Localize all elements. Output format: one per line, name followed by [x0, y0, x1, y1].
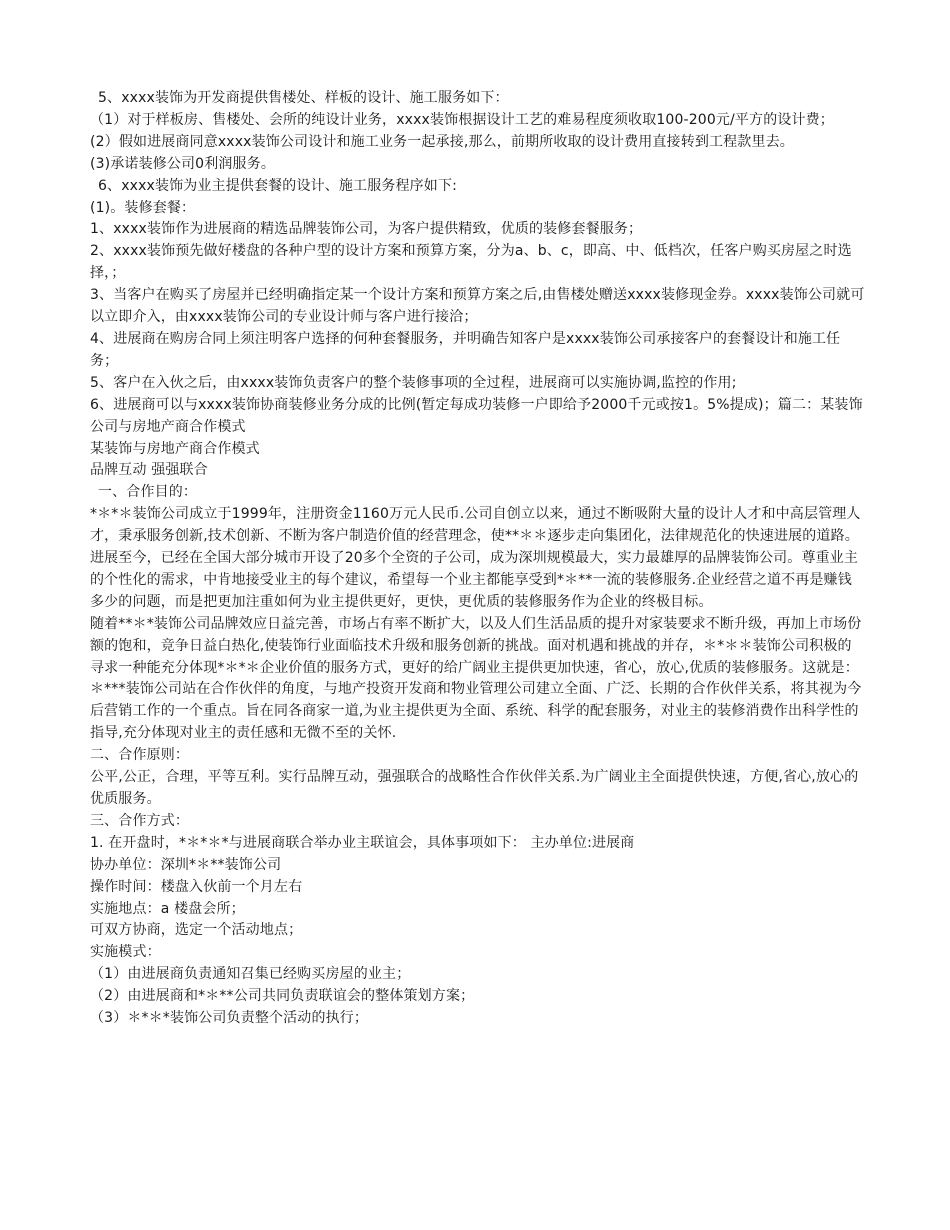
paragraph: （3）＊*＊*装饰公司负责整个活动的执行； [90, 1010, 369, 1027]
paragraph: (1)。装修套餐： [90, 199, 196, 216]
paragraph: （1）由进展商负责通知召集已经购买房屋的业主； [90, 966, 411, 983]
section-heading: 某装饰与房地产商合作模式 [90, 440, 260, 457]
paragraph: *＊*＊装饰公司成立于1999年，注册资金1160万元人民币.公司自创立以来，通过不断吸附大量的设计人才和中高层管理人才，秉承服务创新,技术创新、不断为客户制造价值的经营理念，使**＊＊逐步走向集团化，法律规范化的快速进展的道路。进展至今，已经在全国大部分城市开设了20多个全资的子公司，成为深圳规模最大，实力最雄厚的品牌装饰公司。尊重业主的个性化的需求，中肯地接受业主的每个建议，希望每一个业主都能享受到*＊**一流的装修服务.企业经营之道不再是赚钱多少的问题，而是把更加注重如何为业主提供更好，更快，更优质的装修服务作为企业的终极目标。 [90, 506, 861, 610]
paragraph: 4、进展商在购房合同上须注明客户选择的何种套餐服务，并明确告知客户是xxxx装饰公司承接客户的套餐设计和施工任务； [90, 330, 841, 369]
paragraph: （2）由进展商和*＊**公司共同负责联谊会的整体策划方案； [90, 988, 475, 1005]
document-page [90, 88, 865, 1030]
paragraph: 随着**＊*装饰公司品牌效应日益完善，市场占有率不断扩大，以及人们生活品质的提升对家装要求不断升级，再加上市场份额的饱和，竞争日益白热化,使装饰行业面临技术升级和服务创新的挑战。面对机遇和挑战的并存，＊*＊＊装饰公司积极的寻求一种能充分体现*＊*＊企业价值的服务方式，更好的给广阔业主提供更加快速，省心，放心,优质的装修服务。这就是：＊***装饰公司站在合作伙伴的角度，与地产投资开发商和物业管理公司建立全面、广泛、长期的合作伙伴关系，将其视为今后营销工作的一个重点。旨在同各商家一道,为业主提供更为全面、系统、科学的配套服务，对业主的装修消费作出科学性的指导,充分体现对业主的责任感和无微不至的关怀. [90, 615, 862, 742]
paragraph: 6、进展商可以与xxxx装饰协商装修业务分成的比例(暂定每成功装修一户即给予2000千元或按1。5%提成)；篇二：某装饰公司与房地产商合作模式 [90, 396, 863, 435]
paragraph: 协办单位：深圳*＊**装饰公司 [90, 856, 282, 873]
section-heading: 一、合作目的： [98, 484, 198, 501]
paragraph: 可双方协商，选定一个活动地点； [90, 922, 303, 939]
paragraph: 公平,公正，合理，平等互利。实行品牌互动，强强联合的战略性合作伙伴关系.为广阔业主全面提供快速，方便,省心,放心的优质服务。 [90, 769, 859, 807]
paragraph: 实施地点：a 楼盘会所； [90, 900, 245, 917]
paragraph: 1. 在开盘时，*＊*＊*与进展商联合举办业主联谊会，具体事项如下： 主办单位:进展商 [90, 834, 635, 851]
paragraph: 5、xxxx装饰为开发商提供售楼处、样板的设计、施工服务如下： [98, 90, 509, 106]
paragraph: (2）假如进展商同意xxxx装饰公司设计和施工业务一起承接,那么，前期所收取的设计费用直接转到工程款里去。 [90, 133, 794, 150]
section-subheading: 品牌互动 强强联合 [90, 462, 208, 479]
paragraph: （1）对于样板房、售楼处、会所的纯设计业务，xxxx装饰根据设计工艺的难易程度须收取100-200元/平方的设计费； [90, 111, 834, 128]
paragraph: (3)承诺装修公司0利润服务。 [90, 155, 275, 172]
paragraph: 实施模式： [90, 944, 161, 961]
paragraph: 5、客户在入伙之后，由xxxx装饰负责客户的整个装修事项的全过程，进展商可以实施协调,监控的作用; [90, 374, 737, 391]
paragraph: 操作时间：楼盘入伙前一个月左右 [90, 878, 303, 895]
paragraph: 1、xxxx装饰作为进展商的精选品牌装饰公司，为客户提供精致，优质的装修套餐服务； [90, 221, 643, 238]
section-heading: 三、合作方式： [90, 812, 190, 829]
paragraph: 6、xxxx装饰为业主提供套餐的设计、施工服务程序如下: [98, 177, 457, 194]
section-heading: 二、合作原则： [90, 747, 190, 764]
paragraph: 2、xxxx装饰预先做好楼盘的各种户型的设计方案和预算方案，分为a、b、c，即高、中、低档次，任客户购买房屋之时选择，； [90, 243, 852, 282]
paragraph: 3、当客户在购买了房屋并已经明确指定某一个设计方案和预算方案之后,由售楼处赠送xxxx装修现金券。xxxx装饰公司就可以立即介入，由xxxx装饰公司的专业设计师与客户进行接洽； [90, 287, 865, 326]
